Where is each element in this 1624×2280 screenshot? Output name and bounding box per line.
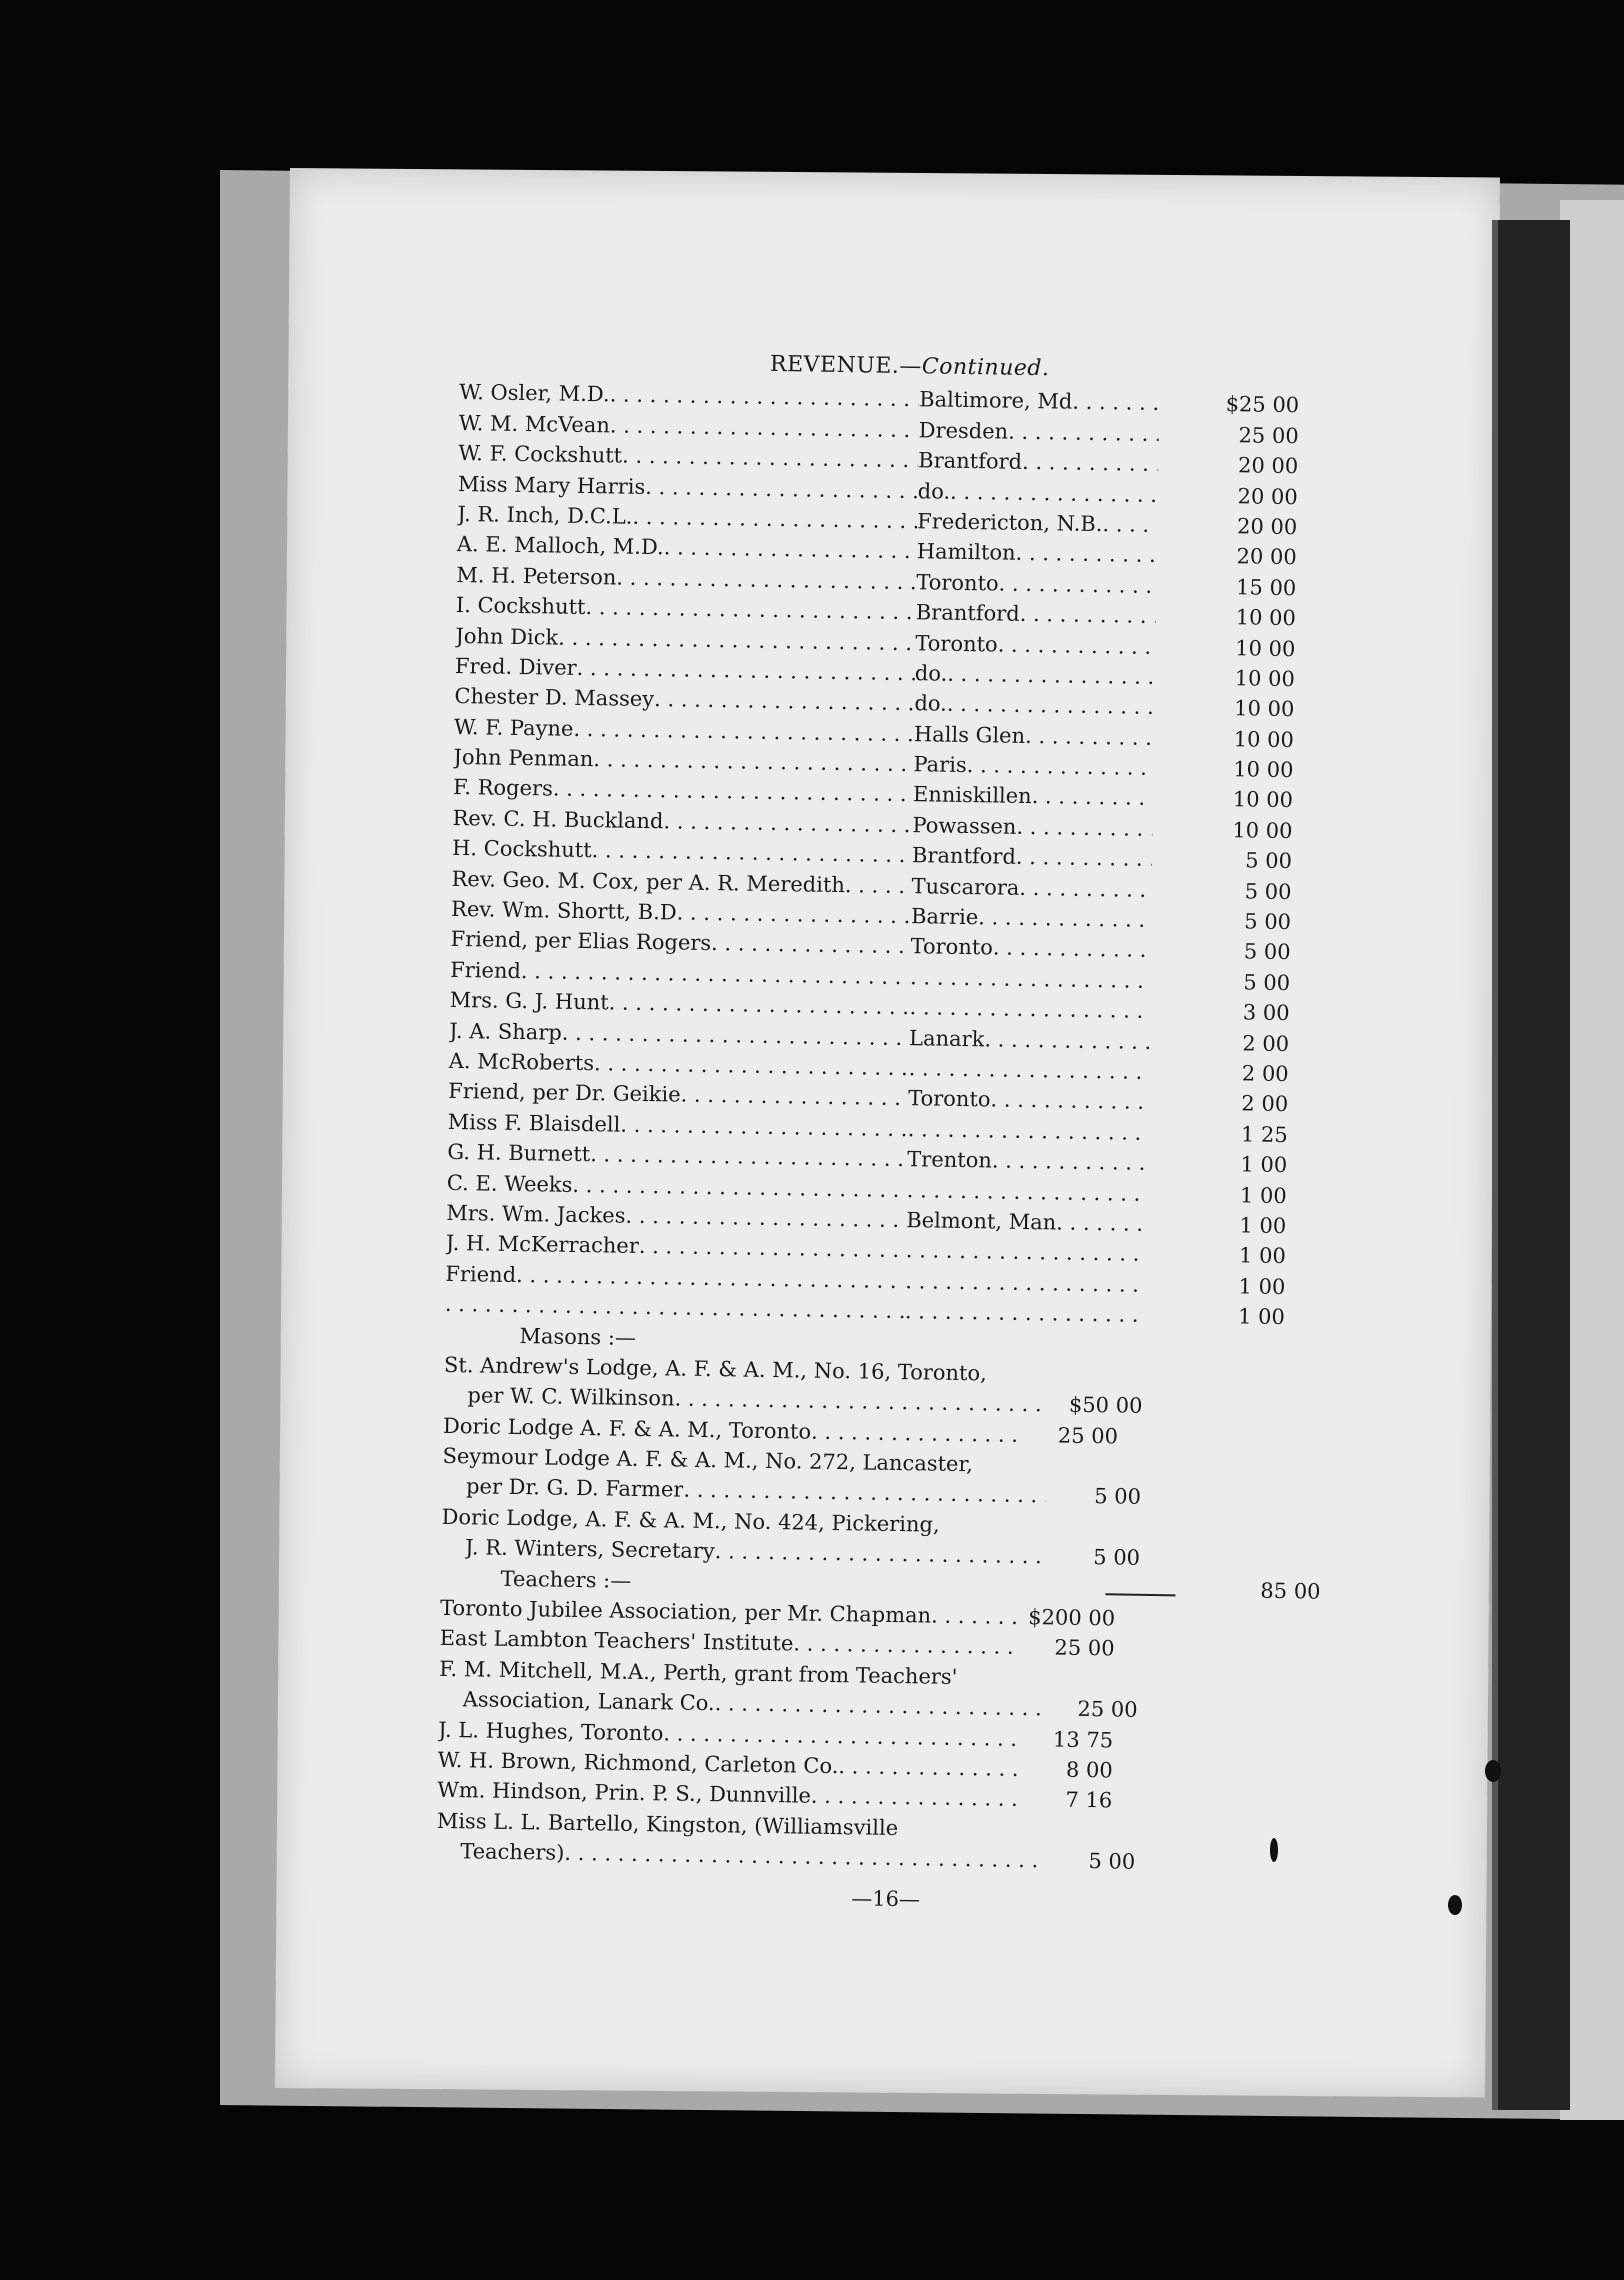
donor-place: Brantford: [918, 448, 1023, 475]
donor-name: M. H. Peterson: [456, 562, 617, 590]
donor-amount: 1 00: [1238, 1243, 1286, 1269]
donor-amount: 20 00: [1237, 453, 1299, 479]
donor-amount: 10 00: [1233, 726, 1295, 752]
donor-amount: 5 00: [1244, 909, 1292, 935]
donor-place: Dresden: [918, 418, 1009, 444]
donor-amount: 5 00: [1245, 848, 1293, 874]
donor-place: Hamilton: [916, 539, 1016, 566]
page-number: —16—: [851, 1885, 921, 1911]
donor-name: W. M. McVean: [458, 410, 611, 438]
list-item: East Lambton Teachers' Institute . . . 25 00: [439, 1623, 1339, 1668]
donor-name: Mrs. G. J. Hunt: [449, 988, 609, 1015]
donor-name: John Penman: [453, 745, 594, 772]
donor-name: Friend: [445, 1261, 517, 1287]
donor-place: do.: [917, 478, 951, 504]
donor-name: Miss F. Blaisdell: [447, 1109, 621, 1137]
donor-name: J. H. McKerracher: [445, 1231, 640, 1259]
donor-name: J. R. Inch, D.C.L.: [457, 501, 633, 529]
donor-name: H. Cockshutt: [451, 836, 592, 863]
donor-place: Halls Glen: [913, 721, 1026, 748]
ink-spot: [1485, 1760, 1501, 1782]
donor-amount: 10 00: [1235, 635, 1296, 661]
ink-spot: [1448, 1895, 1462, 1915]
donor-amount: 1 00: [1239, 1182, 1287, 1208]
donor-place: Toronto: [908, 1086, 991, 1112]
page-heading: REVENUE.—Continued.: [769, 351, 1050, 382]
donor-amount: 1 00: [1239, 1213, 1287, 1239]
masons-total: 85 00: [1260, 1578, 1321, 1604]
donor-amount: 25 00: [1238, 423, 1299, 448]
masons-heading: Masons :—: [519, 1323, 637, 1350]
donor-name: W. Osler, M.D.: [459, 380, 610, 407]
donor-place: do.: [914, 661, 948, 686]
donor-name: C. E. Weeks: [446, 1170, 573, 1197]
donor-place: Baltimore, Md: [919, 387, 1073, 415]
donor-name: G. H. Burnett: [447, 1140, 591, 1167]
list-item: per W. C. Wilkinson . . . $50 00: [443, 1380, 1343, 1425]
donor-amount: 1 00: [1238, 1274, 1286, 1299]
list-item: Doric Lodge A. F. & A. M., Toronto . . . 25 00: [443, 1411, 1343, 1456]
donor-place: Barrie: [910, 904, 979, 930]
list-item: Teachers) . . . 5 00: [436, 1836, 1336, 1881]
donor-name: I. Cockshutt: [455, 593, 586, 620]
donor-place: Tuscarora: [911, 873, 1020, 900]
donor-place: Lanark: [908, 1025, 985, 1051]
book-binding-shadow: [1492, 220, 1570, 2110]
donor-amount: 10 00: [1232, 818, 1293, 844]
donor-amount: 1 00: [1240, 1152, 1288, 1178]
donor-name: A. McRoberts: [448, 1048, 595, 1076]
teachers-heading: Teachers :—: [500, 1566, 632, 1593]
donor-amount: 1 00: [1237, 1304, 1286, 1330]
list-item: W. H. Brown, Richmond, Carleton Co. . . . 8 00: [438, 1745, 1338, 1790]
donor-amount: $25 00: [1225, 392, 1300, 418]
donor-name: J. A. Sharp: [449, 1018, 562, 1045]
list-item: per Dr. G. D. Farmer . . . 5 00: [442, 1471, 1342, 1516]
list-item: Toronto Jubilee Association, per Mr. Chapman . . . $200 00: [440, 1593, 1340, 1638]
donor-name: Chester D. Massey: [454, 684, 655, 712]
donor-place: Enniskillen: [912, 782, 1032, 809]
donor-place: Toronto: [916, 569, 999, 596]
donor-amount: 20 00: [1236, 544, 1297, 570]
donor-name: Friend: [449, 957, 522, 983]
donor-place: Paris: [913, 752, 967, 778]
donor-amount: 10 00: [1232, 787, 1294, 813]
donor-amount: 2 00: [1242, 1030, 1290, 1056]
list-item: Doric Lodge, A. F. & A. M., No. 424, Pickering,: [441, 1504, 940, 1537]
donor-name: Miss Mary Harris: [457, 471, 646, 499]
donor-name: A. E. Malloch, M.D.: [456, 532, 664, 560]
list-item: St. Andrew's Lodge, A. F. & A. M., No. 16, Toronto,: [443, 1352, 987, 1386]
donor-amount: 15 00: [1235, 574, 1297, 600]
donor-amount: 5 00: [1243, 939, 1291, 965]
donor-name: Fred. Diver: [454, 653, 577, 680]
donor-place: Trenton: [907, 1147, 993, 1173]
list-item: J. R. Winters, Secretary . . . 5 00: [441, 1532, 1341, 1577]
donor-name: Rev. Geo. M. Cox, per A. R. Meredith: [451, 866, 846, 897]
donor-name: Mrs. Wm. Jackes: [446, 1200, 626, 1228]
donor-amount: 5 00: [1243, 970, 1291, 995]
donor-amount: 10 00: [1234, 666, 1296, 692]
list-item: Miss L. L. Bartello, Kingston, (Williamsville: [436, 1808, 899, 1840]
donor-name: John Dick: [455, 623, 559, 650]
list-item: F. M. Mitchell, M.A., Perth, grant from Teachers': [439, 1656, 958, 1689]
list-item: J. L. Hughes, Toronto . . . 13 75: [438, 1714, 1338, 1759]
donor-name: W. F. Payne: [453, 714, 574, 741]
donor-name: Friend, per Elias Rogers: [450, 927, 712, 956]
donor-amount: 20 00: [1236, 514, 1298, 540]
list-item: Association, Lanark Co. . . . 25 00: [438, 1684, 1338, 1729]
donor-place: Powassen: [912, 813, 1017, 839]
donor-name: Rev. C. H. Buckland: [452, 805, 664, 834]
donor-place: Belmont, Man: [906, 1208, 1057, 1235]
donor-amount: 5 00: [1244, 879, 1292, 904]
subtotal-rule: [1105, 1593, 1175, 1596]
donor-amount: 1 25: [1240, 1122, 1288, 1147]
list-item: Wm. Hindson, Prin. P. S., Dunnville . . . 7 16: [437, 1775, 1337, 1820]
donor-place: Brantford: [911, 843, 1017, 870]
donor-amount: 2 00: [1241, 1091, 1289, 1117]
donor-place: Toronto: [915, 630, 998, 657]
list-item: Seymour Lodge A. F. & A. M., No. 272, Lancaster,: [442, 1443, 974, 1477]
donor-place: Fredericton, N.B.: [917, 509, 1103, 537]
donor-amount: 20 00: [1237, 483, 1298, 509]
donor-amount: 3 00: [1242, 1000, 1290, 1026]
donor-amount: 2 00: [1241, 1061, 1289, 1087]
donor-name: Friend, per Dr. Geikie: [448, 1079, 681, 1107]
donor-amount: 10 00: [1234, 696, 1295, 722]
revenue-list: [435, 345, 1360, 1959]
donor-name: F. Rogers: [452, 775, 554, 801]
donor-amount: 10 00: [1235, 605, 1296, 631]
donor-place: Toronto: [910, 934, 994, 960]
donor-name: W. F. Cockshutt: [458, 441, 623, 468]
donor-table: [445, 377, 1360, 1333]
donor-place: Brantford: [915, 600, 1020, 626]
donor-place: do.: [914, 691, 948, 717]
donor-name: Rev. Wm. Shortt, B.D: [450, 896, 677, 925]
donor-amount: 10 00: [1233, 757, 1294, 783]
